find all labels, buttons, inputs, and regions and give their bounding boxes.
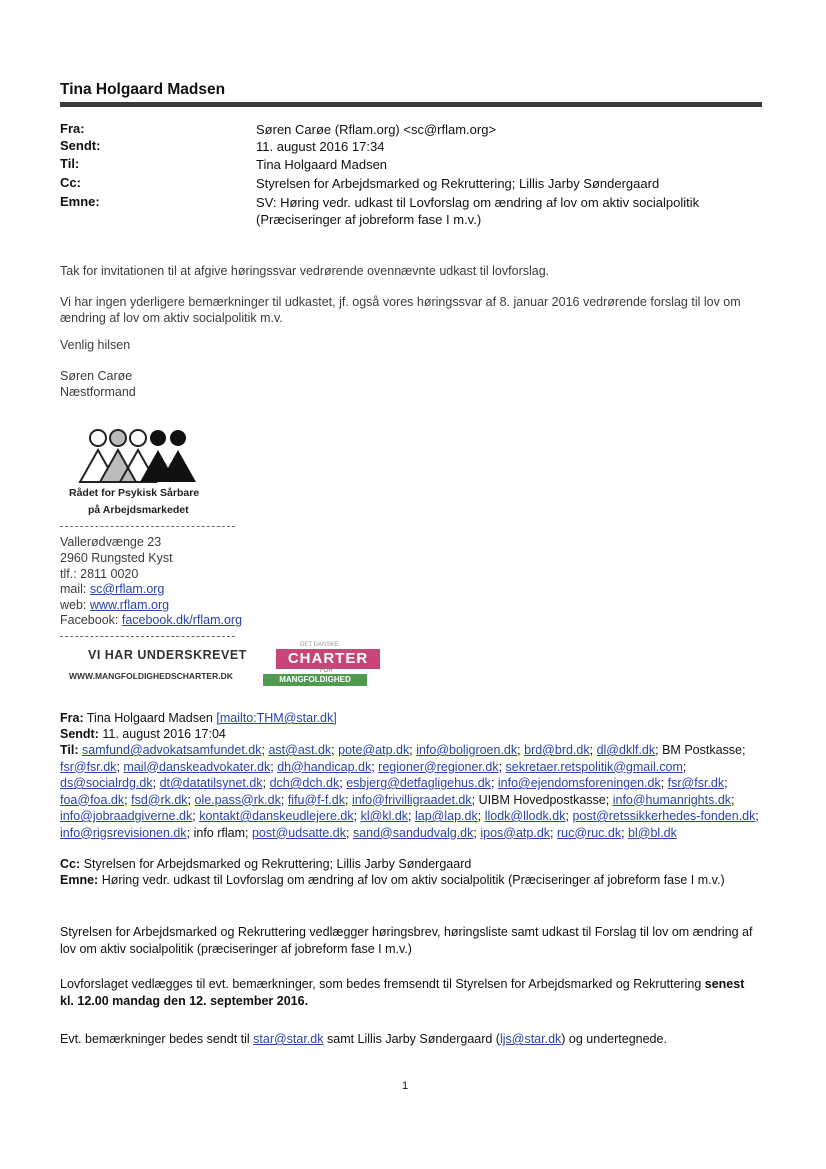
main-paragraph-3 (60, 1031, 760, 1048)
recipient-link[interactable]: info@frivilligraadet.dk (351, 792, 472, 807)
contact-street: Vallerødvænge 23 (60, 535, 162, 549)
page-number: 1 (402, 1080, 409, 1092)
recipient-link[interactable]: info@jobraadgiverne.dk (60, 809, 193, 823)
recipient-link[interactable]: ole.pass@rk.dk (194, 792, 281, 807)
contact-mail-link[interactable]: sc@rflam.org (89, 582, 165, 596)
recipient-link[interactable]: foa@foa.dk (60, 792, 125, 807)
charter-url-text: WWW.MANGFOLDIGHEDSCHARTER.DK (69, 671, 233, 681)
forwarded-subject-label: Emne: (60, 873, 99, 887)
contact-facebook (60, 613, 242, 627)
forwarded-sent-value: 11. august 2016 17:04 (102, 727, 226, 741)
recipient-link[interactable]: pote@atp.dk (338, 743, 410, 757)
header-rule (60, 102, 762, 107)
contact-phone: tlf.: 2811 0020 (60, 567, 139, 581)
main-paragraph-1: Styrelsen for Arbejdsmarked og Rekruttering vedlægger høringsbrev, høringsliste samt udkast til Forslag til lov om ændring af lov om aktiv socialpolitik (præciseringer af jobreform fase I m.v.) (60, 925, 753, 956)
divider-bottom (60, 636, 235, 637)
recipient-link[interactable]: fifu@f-f.dk (287, 792, 345, 807)
organisation-name-line-2: på Arbejdsmarkedet (88, 504, 189, 516)
forwarded-cc-label: Cc: (60, 857, 81, 871)
author-name: Tina Holgaard Madsen (60, 81, 226, 98)
forwarded-from-name: Tina Holgaard Madsen (86, 711, 213, 725)
forwarded-from (60, 710, 760, 727)
cc-value: Styrelsen for Arbejdsmarked og Rekruttering; Lillis Jarby Søndergaard (256, 176, 660, 191)
recipient-link[interactable]: sand@sandudvalg.dk (352, 825, 474, 840)
signature-name: Søren Carøe (60, 369, 133, 383)
contact-city: 2960 Rungsted Kyst (60, 551, 173, 565)
recipient-link[interactable]: info@boligroen.dk (416, 743, 518, 757)
charter-signed-text: VI HAR UNDERSKREVET (88, 648, 247, 662)
recipient-link[interactable]: ruc@ruc.dk (556, 825, 622, 840)
recipient-link[interactable]: esbjerg@detfagligehus.dk (346, 776, 491, 790)
recipient-link[interactable]: post@retssikkerhedes-fonden.dk (572, 809, 756, 823)
subject-label: Emne: (60, 194, 100, 209)
recipient-link[interactable]: info@ejendomsforeningen.dk (497, 776, 661, 790)
main-paragraph-2-deadline: senest kl. 12.00 mandag den 12. september 2016. (60, 977, 745, 1008)
recipient-link[interactable]: dt@datatilsynet.dk (159, 776, 263, 790)
recipient-link[interactable]: ds@socialrdg.dk (60, 776, 153, 790)
recipient-link[interactable]: dl@dklf.dk (596, 743, 656, 757)
recipient-link[interactable]: dh@handicap.dk (277, 759, 372, 774)
recipient-link[interactable]: fsr@fsr.dk (667, 776, 725, 790)
recipient-link[interactable]: kl@kl.dk (360, 809, 409, 823)
main-paragraph-3-b: samt Lillis Jarby Søndergaard ( (323, 1032, 500, 1046)
forwarded-sent (60, 726, 760, 743)
recipient-name: info rflam (193, 825, 246, 840)
organisation-logo (78, 428, 218, 484)
recipient-name: BM Postkasse (662, 743, 742, 757)
contact-web (60, 598, 169, 612)
recipient-link[interactable]: llodk@llodk.dk (484, 809, 566, 823)
recipient-link[interactable]: info@rigsrevisionen.dk (60, 825, 187, 840)
charter-logo-green: MANGFOLDIGHED (263, 674, 367, 686)
recipient-link[interactable]: bl@bl.dk (628, 825, 677, 840)
contact-mail-label: mail: (60, 582, 90, 596)
signature-title: Næstformand (60, 385, 136, 399)
reply-paragraph-2: Vi har ingen yderligere bemærkninger til udkastet, jf. også vores høringssvar af 8. januar 2016 vedrørende forslag til lov om ændring af lov om aktiv socialpolitik m.v. (60, 295, 741, 325)
recipient-link[interactable]: info@humanrights.dk (612, 792, 732, 807)
forwarded-to-label: Til: (60, 743, 79, 757)
sent-label: Sendt: (60, 138, 101, 153)
sent-value: 11. august 2016 17:34 (256, 139, 385, 154)
recipient-link[interactable]: kontakt@danskeudlejere.dk (199, 809, 354, 823)
organisation-name-line-1: Rådet for Psykisk Sårbare (69, 487, 200, 499)
charter-logo-for: FOR (320, 668, 333, 674)
charter-logo: CHARTER (276, 649, 380, 669)
contact-facebook-link[interactable]: facebook.dk/rflam.org (121, 613, 243, 627)
contact-web-link[interactable]: www.rflam.org (89, 598, 170, 612)
recipient-link[interactable]: ipos@atp.dk (480, 825, 551, 840)
divider-top (60, 526, 235, 527)
main-paragraph-3-a: Evt. bemærkninger bedes sendt til (60, 1032, 254, 1046)
forwarded-to: Til: samfund@advokatsamfundet.dk; ast@ast.dk; pote@atp.dk; info@boligroen.dk; brd@brd.dk; dl@dklf.dk; BM Postkasse; fsr@fsr.dk; mail@danskeadvokater.dk; dh@handicap.dk; regioner@regioner.dk; sekretaer.retspolitik@gmail.com; ds@socialrdg.dk; dt@datatilsynet.dk; dch@dch.dk; esbjerg@detfagligehus.dk; info@ejendomsforeningen.dk; fsr@fsr.dk; foa@foa.dk; fsd@rk.dk; ole.pass@rk.dk; fifu@f-f.dk; info@frivilligraadet.dk; UIBM Hovedpostkasse; info@humanrights.dk; info@jobraadgiverne.dk; kontakt@danskeudlejere.dk; kl@kl.dk; lap@lap.dk; llodk@llodk.dk; post@retssikkerhedes-fonden.dk; info@rigsrevisionen.dk; info rflam; post@udsatte.dk; sand@sandudvalg.dk; ipos@atp.dk; ruc@ruc.dk; bl@bl.dk (60, 743, 759, 840)
recipient-link[interactable]: dch@dch.dk (269, 776, 340, 790)
forwarded-from-label: Fra: (60, 711, 84, 725)
contact-facebook-label: Facebook: (60, 613, 122, 627)
forwarded-from-link[interactable]: [mailto:THM@star.dk] (216, 711, 337, 725)
main-paragraph-2 (60, 976, 760, 1010)
charter-logo-top: DET DANSKE (300, 642, 339, 648)
recipient-link[interactable]: mail@danskeadvokater.dk (123, 759, 271, 774)
forwarded-sent-label: Sendt: (60, 727, 99, 741)
cc-label: Cc: (60, 175, 81, 190)
recipient-link[interactable]: post@udsatte.dk (251, 825, 346, 840)
ljs-email-link[interactable]: ljs@star.dk (499, 1032, 562, 1046)
forwarded-cc-value: Styrelsen for Arbejdsmarked og Rekruttering; Lillis Jarby Søndergaard (83, 857, 472, 871)
recipient-link[interactable]: regioner@regioner.dk (378, 759, 499, 774)
to-value: Tina Holgaard Madsen (256, 157, 388, 172)
contact-web-label: web: (60, 598, 90, 612)
from-label: Fra: (60, 121, 85, 136)
recipient-link[interactable]: ast@ast.dk (268, 743, 332, 757)
main-paragraph-3-c: ) og undertegnede. (561, 1032, 667, 1046)
star-email-link[interactable]: star@star.dk (253, 1032, 324, 1046)
subject-value: SV: Høring vedr. udkast til Lovforslag om ændring af lov om aktiv socialpolitik (Præciseringer af jobreform fase I m.v.) (256, 195, 700, 227)
recipient-name: UIBM Hovedpostkasse (478, 792, 606, 807)
reply-paragraph-1: Tak for invitationen til at afgive høringssvar vedrørende ovennævnte udkast til lovforslag. (60, 264, 550, 278)
forwarded-cc (60, 856, 760, 873)
forwarded-subject (60, 872, 760, 889)
contact-mail (60, 582, 164, 596)
forwarded-subject-value: Høring vedr. udkast til Lovforslag om ændring af lov om aktiv socialpolitik (Præciseringer af jobreform fase I m.v.) (101, 873, 725, 887)
recipient-link[interactable]: sekretaer.retspolitik@gmail.com (505, 759, 683, 774)
recipient-link[interactable]: lap@lap.dk (415, 809, 478, 823)
recipient-link[interactable]: brd@brd.dk (524, 743, 590, 757)
recipient-link[interactable]: fsr@fsr.dk (60, 759, 117, 774)
recipient-link[interactable]: fsd@rk.dk (131, 792, 188, 807)
to-label: Til: (60, 156, 80, 171)
main-paragraph-2-text: Lovforslaget vedlægges til evt. bemærkninger, som bedes fremsendt til Styrelsen for Arbejdsmarked og Rekruttering (60, 977, 702, 991)
recipient-link[interactable]: samfund@advokatsamfundet.dk (82, 743, 262, 757)
from-value: Søren Carøe (Rflam.org) <sc@rflam.org> (256, 122, 497, 137)
greeting: Venlig hilsen (60, 338, 131, 352)
